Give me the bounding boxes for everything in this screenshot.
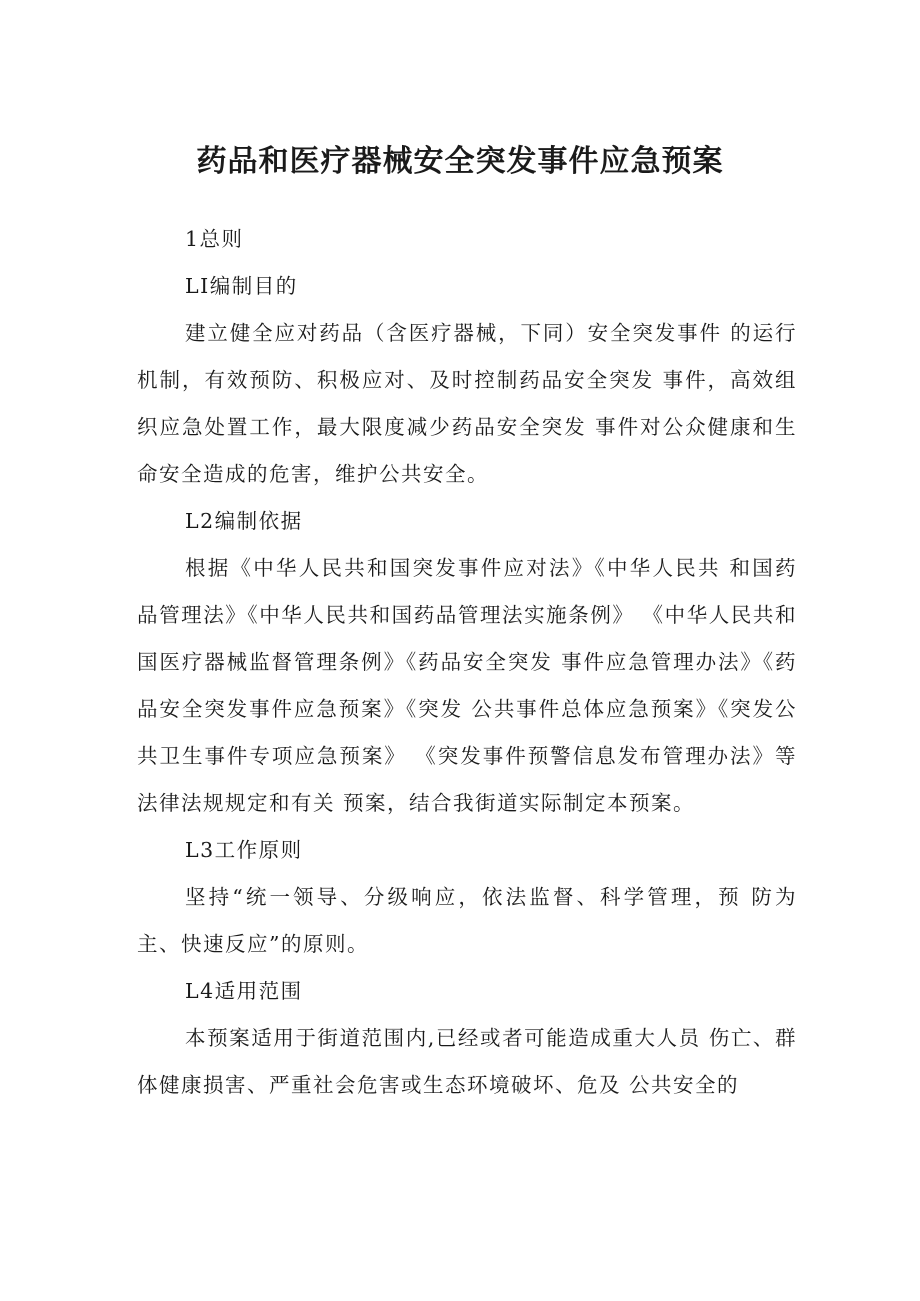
- document-title: 药品和医疗器械安全突发事件应急预案: [196, 144, 724, 179]
- paragraph-purpose: 建立健全应对药品（含医疗器械，下同）安全突发事件 的运行机制，有效预防、积极应对、及时控制药品安全突发 事件，高效组织应急处置工作，最大限度减少药品安全突发 事件对公众健康和生命安全造成的危害，维护公共安全。: [137, 321, 797, 486]
- section-heading-principles: L3工作原则: [185, 838, 303, 862]
- section-heading-general: 1总则: [185, 227, 244, 251]
- paragraph-scope: 本预案适用于街道范围内,已经或者可能造成重大人员 伤亡、群体健康损害、严重社会危害或生态环境破坏、危及 公共安全的: [137, 1026, 797, 1097]
- document-body: [137, 216, 797, 1109]
- section-heading-purpose: LI编制目的: [185, 274, 298, 298]
- paragraph-principles: 坚持“统一领导、分级响应，依法监督、科学管理，预 防为主、快速反应”的原则。: [137, 885, 797, 956]
- section-heading-basis: L2编制依据: [185, 509, 303, 533]
- paragraph-basis: 根据《中华人民共和国突发事件应对法》《中华人民共 和国药品管理法》《中华人民共和国药品管理法实施条例》 《中华人民共和国医疗器械监督管理条例》《药品安全突发 事件应急管理办法》《药品安全突发事件应急预案》《突发 公共事件总体应急预案》《突发公共卫生事件专项应急预案》 《突发事件预警信息发布管理办法》等法律法规规定和有关 预案，结合我街道实际制定本预案。: [137, 556, 797, 815]
- section-heading-scope: L4适用范围: [185, 979, 303, 1003]
